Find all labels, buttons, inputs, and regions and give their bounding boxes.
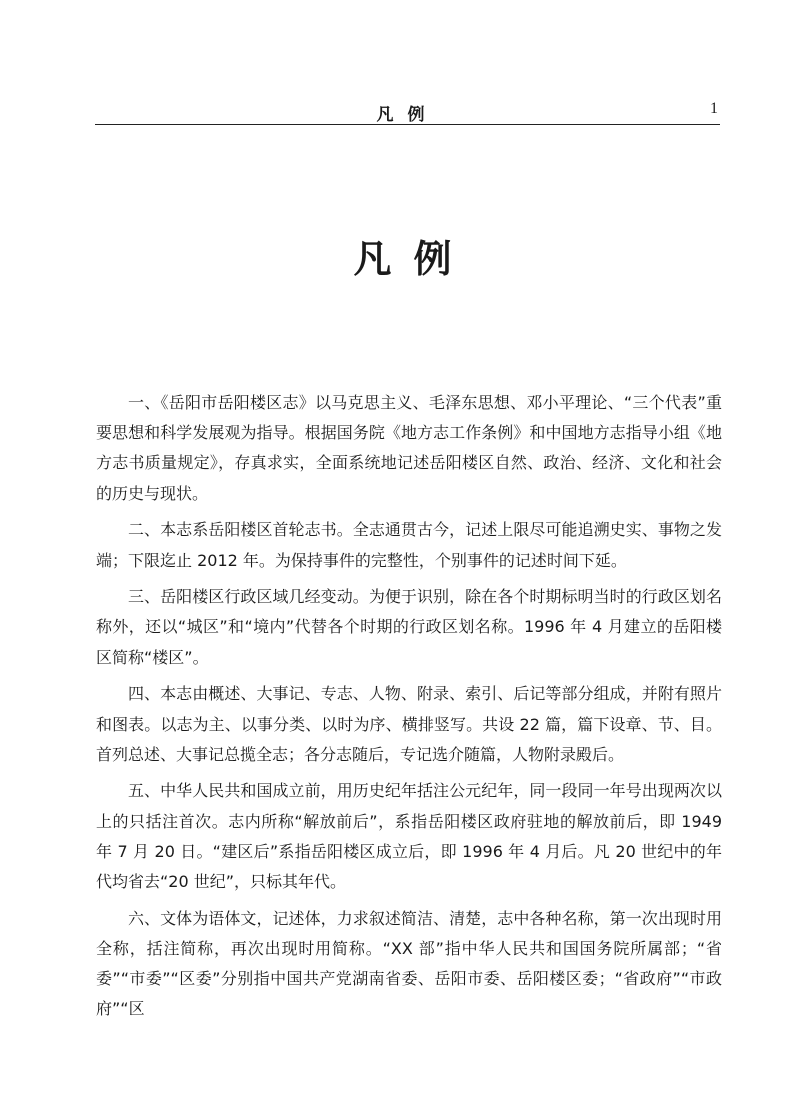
paragraph-4: 四、本志由概述、大事记、专志、人物、附录、索引、后记等部分组成，并附有照片和图表。以志为主、以事分类、以时为序、横排竖写。共设 22 篇，篇下设章、节、目。首列总述、大事记总揽全志；各分志随后，专记选介随篇，人物附录殿后。 [96,684,722,764]
paragraph-2: 二、本志系岳阳楼区首轮志书。全志通贯古今，记述上限尽可能追溯史实、事物之发端；下限迄止 2012 年。为保持事件的完整性，个别事件的记述时间下延。 [96,520,722,570]
running-header [95,96,720,125]
paragraph-5: 五、中华人民共和国成立前，用历史纪年括注公元纪年，同一段同一年号出现两次以上的只括注首次。志内所称“解放前后”，系指岳阳楼区政府驻地的解放前后，即 1949 年 7 月 20 日。“建区后”系指岳阳楼区成立后，即 1996 年 4 月后。凡 20 世纪中的年代均省去“20 世纪”，只标其年代。 [96,781,722,892]
paragraph-6: 六、文体为语体文，记述体，力求叙述简洁、清楚，志中各种名称，第一次出现时用全称，括注简称，再次出现时用简称。“XX 部”指中华人民共和国国务院所属部；“省委”“市委”“区委”分别指中国共产党湖南省委、岳阳市委、岳阳楼区委；“省政府”“市政府”“区 [96,908,722,1019]
paragraph-1: 一、《岳阳市岳阳楼区志》以马克思主义、毛泽东思想、邓小平理论、“三个代表”重要思想和科学发展观为指导。根据国务院《地方志工作条例》和中国地方志指导小组《地方志书质量规定》，存真求实，全面系统地记述岳阳楼区自然、政治、经济、文化和社会的历史与现状。 [96,393,722,503]
document-body [96,388,722,1031]
page-number: 1 [710,100,718,117]
running-header-title: 凡例 [376,105,439,125]
paragraph-3: 三、岳阳楼区行政区域几经变动。为便于识别，除在各个时期标明当时的行政区划名称外，还以“城区”和“境内”代替各个时期的行政区划名称。1996 年 4 月建立的岳阳楼区简称“楼区”。 [96,587,722,667]
page-title: 凡例 [353,237,474,281]
